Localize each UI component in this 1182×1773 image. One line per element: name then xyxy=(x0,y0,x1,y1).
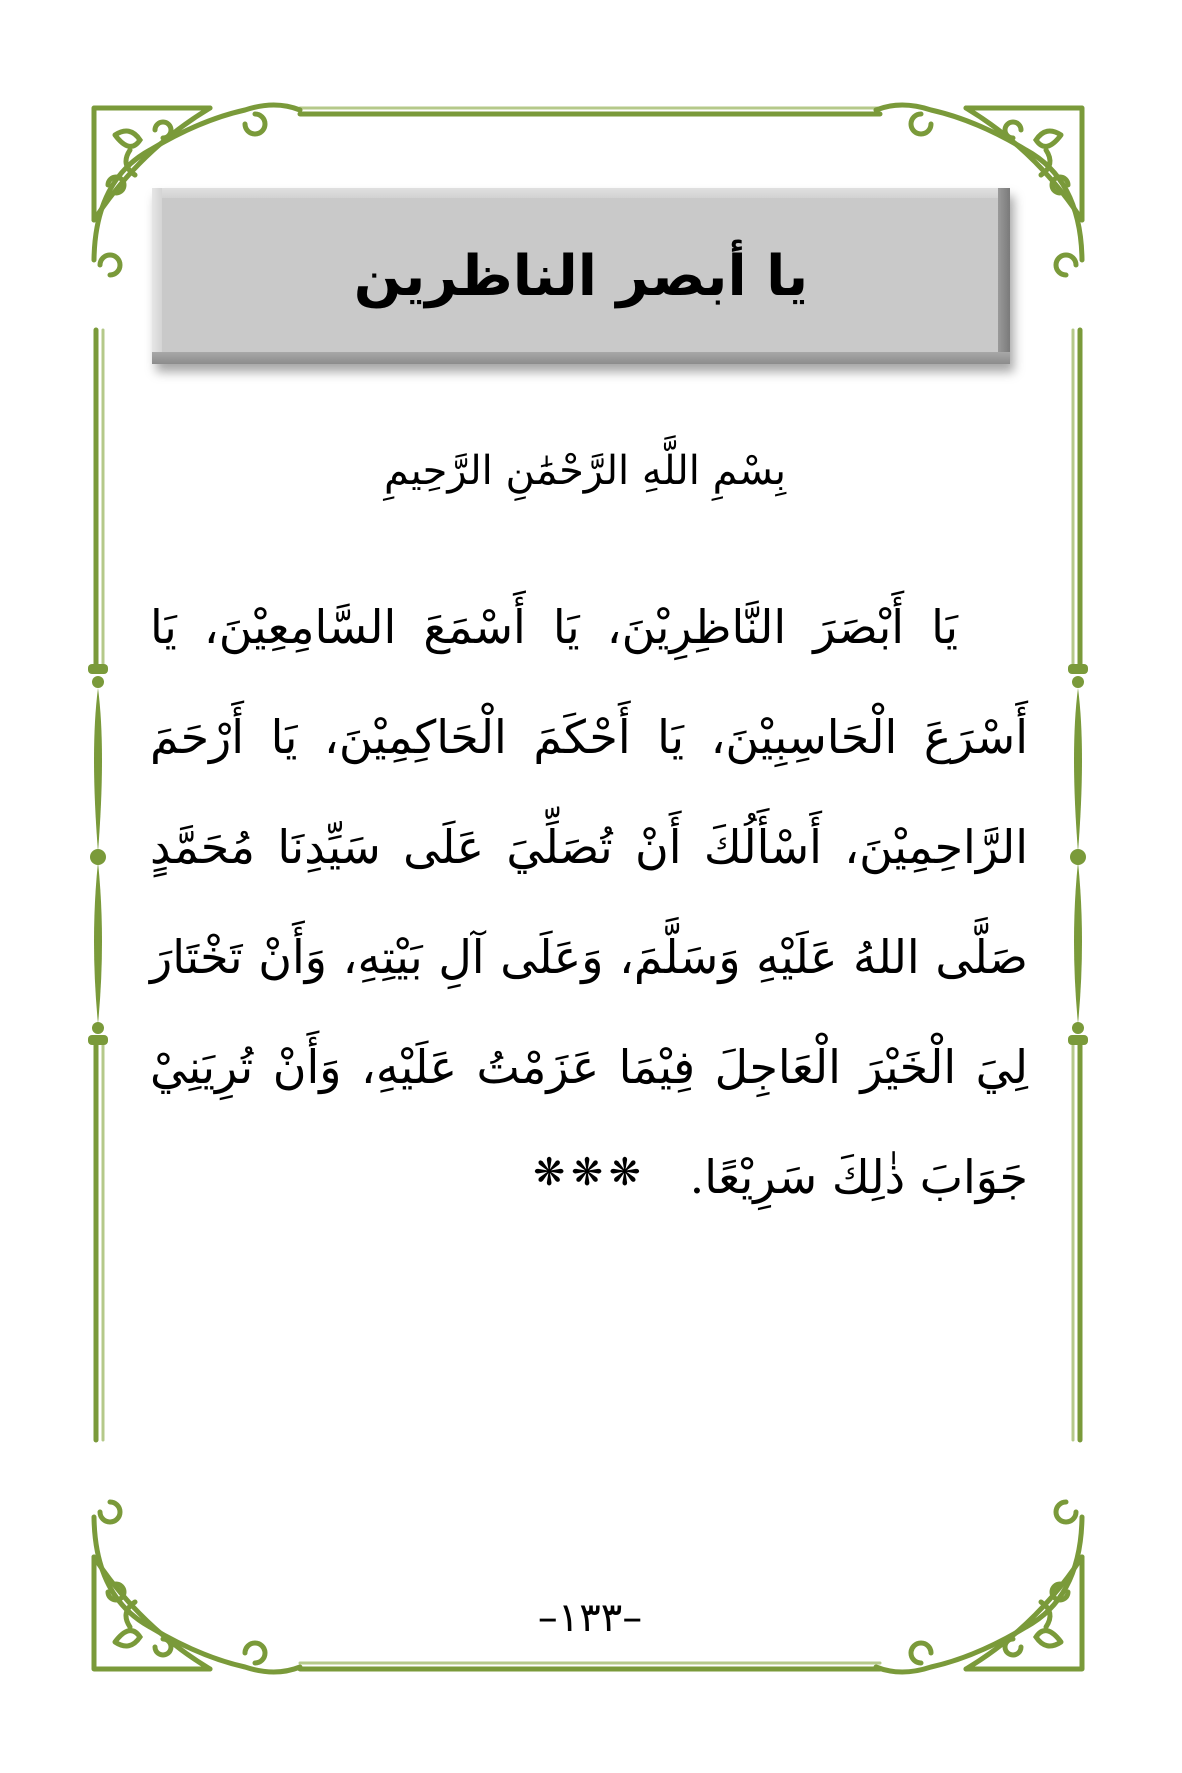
supplication-text xyxy=(150,572,1028,1232)
supplication-paragraph: يَا أَبْصَرَ النَّاظِرِيْنَ، يَا أَسْمَعَ السَّامِعِيْنَ، يَا أَسْرَعَ الْحَاسِبِيْنَ، يَا أَحْكَمَ الْحَاكِمِيْنَ، يَا أَرْحَمَ الرَّاحِمِيْنَ، أَسْأَلُكَ أَنْ تُصَلِّيَ عَلَى سَيِّدِنَا مُحَمَّدٍ صَلَّى اللهُ عَلَيْهِ وَسَلَّمَ، وَعَلَى آلِ بَيْتِهِ، وَأَنْ تَخْتَارَ لِيَ الْخَيْرَ الْعَاجِلَ فِيْمَا عَزَمْتُ عَلَيْهِ، وَأَنْ تُرِيَنِيْ جَوَابَ ذٰلِكَ سَرِيْعًا. xyxy=(150,600,1028,1204)
flower-separator-icon: ❋❋❋ xyxy=(533,1150,647,1194)
page-title: يا أبصر الناظرين xyxy=(353,243,809,309)
basmala-calligraphy: بِسْمِ اللَّهِ الرَّحْمَٰنِ الرَّحِيمِ xyxy=(383,448,787,494)
page-number: –١٣٣– xyxy=(537,1595,643,1641)
title-banner xyxy=(152,188,1010,364)
